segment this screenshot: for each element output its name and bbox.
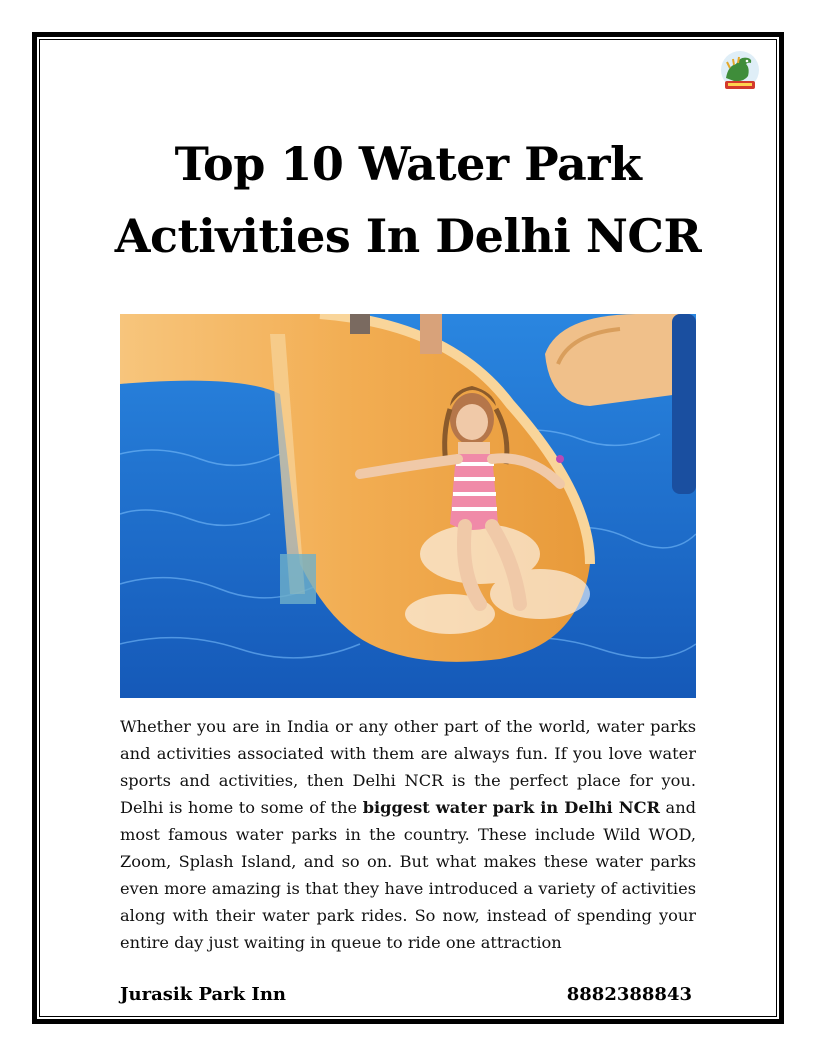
footer-company-name: Jurasik Park Inn [120, 984, 286, 1005]
biggest-water-park-keyword: biggest water park in Delhi NCR [362, 798, 660, 817]
title-line-2: Activities In Delhi NCR [114, 209, 702, 263]
dinosaur-park-logo [718, 48, 762, 94]
intro-text-1: Whether you are in India or any other part of the world, water parks and activities associated with them are always fun. If you love water sports and activities, then Delhi NCR is the perfect place for you. Delhi is home to some of the [120, 717, 696, 817]
intro-paragraph [120, 713, 696, 956]
title-line-1: Top 10 Water Park [174, 137, 642, 191]
footer-phone-number: 8882388843 [566, 984, 692, 1005]
water-slide-photo [120, 314, 696, 698]
page-title [80, 128, 736, 272]
intro-text-2: and most famous water parks in the country. These include Wild WOD, Zoom, Splash Island, and so on. But what makes these water parks even more amazing is that they have introduced a variety of activities along with their water park rides. So now, instead of spending your entire day just waiting in queue to ride one attraction [120, 798, 696, 952]
